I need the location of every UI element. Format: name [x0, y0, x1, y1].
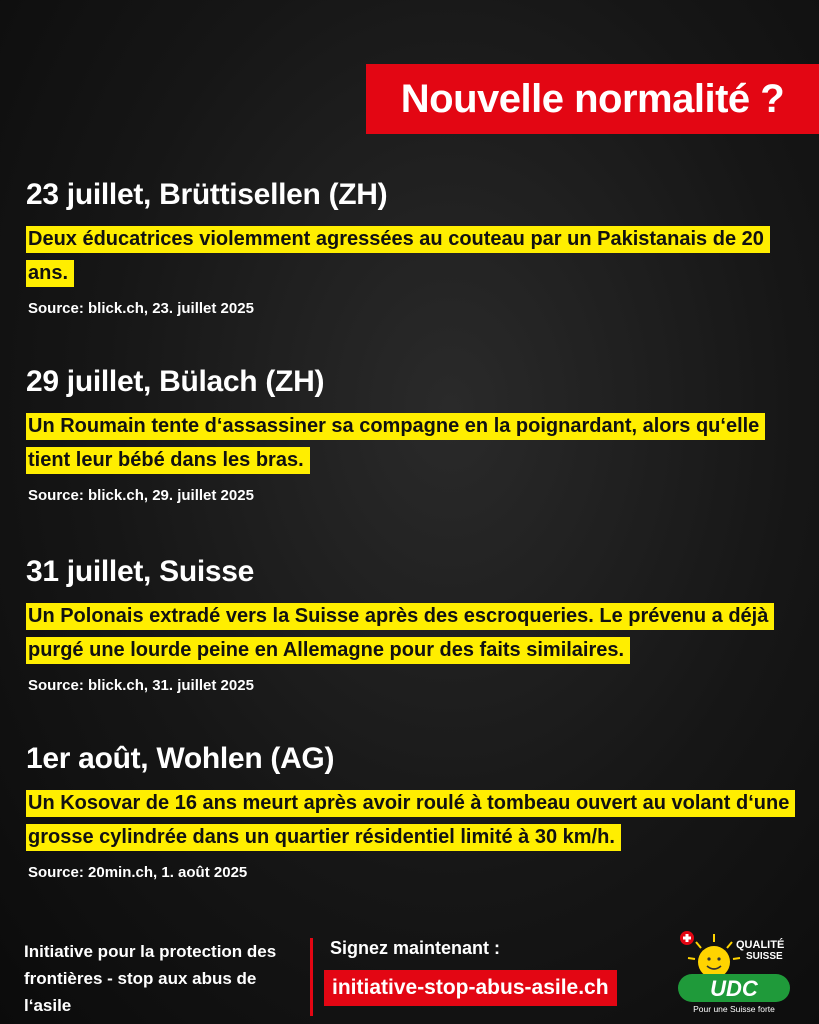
- logo-quality-text: QUALITÉ: [736, 939, 785, 951]
- news-item: [26, 365, 799, 504]
- item-source: Source: blick.ch, 31. juillet 2025: [28, 677, 254, 694]
- sun-icon: [688, 934, 740, 978]
- news-item: [26, 742, 799, 881]
- item-source: Source: 20min.ch, 1. août 2025: [28, 864, 248, 881]
- item-title: 23 juillet, Brüttisellen (ZH): [26, 178, 388, 211]
- news-item: [26, 555, 799, 694]
- item-title: 31 juillet, Suisse: [26, 555, 255, 588]
- item-text: Deux éducatrices violemment agressées au couteau par un Pakistanais de 20 ans.: [26, 222, 799, 290]
- item-source: Source: blick.ch, 23. juillet 2025: [28, 300, 254, 317]
- logo-brand-text: UDC: [710, 976, 758, 1001]
- news-item: [26, 178, 799, 317]
- logo-swiss-text: SUISSE: [746, 951, 783, 962]
- initiative-name: Initiative pour la protection des frontières - stop aux abus de l‘asile: [24, 942, 277, 1015]
- page-title: Nouvelle normalité ?: [400, 76, 785, 121]
- item-text: Un Roumain tente d‘assassiner sa compagne en la poignardant, alors qu‘elle tient leur bébé dans les bras.: [26, 409, 799, 477]
- swiss-flag-icon: [680, 931, 694, 945]
- item-text: Un Polonais extradé vers la Suisse après des escroqueries. Le prévenu a déjà purgé une lourde peine en Allemagne pour des faits similaires.: [26, 599, 799, 667]
- item-text: Un Kosovar de 16 ans meurt après avoir roulé à tombeau ouvert au volant d‘une grosse cylindrée dans un quartier résidentiel limité à 30 km/h.: [26, 786, 799, 854]
- udc-logo: [672, 928, 797, 1014]
- initiative-link[interactable]: initiative-stop-abus-asile.ch: [324, 970, 617, 1006]
- footer-divider: [310, 938, 313, 1016]
- logo-tagline: Pour une Suisse forte: [693, 1004, 775, 1014]
- item-title: 29 juillet, Bülach (ZH): [26, 365, 325, 398]
- item-source: Source: blick.ch, 29. juillet 2025: [28, 487, 254, 504]
- item-title: 1er août, Wohlen (AG): [26, 742, 335, 775]
- headline-banner: [366, 64, 819, 134]
- sign-label: Signez maintenant :: [330, 938, 501, 958]
